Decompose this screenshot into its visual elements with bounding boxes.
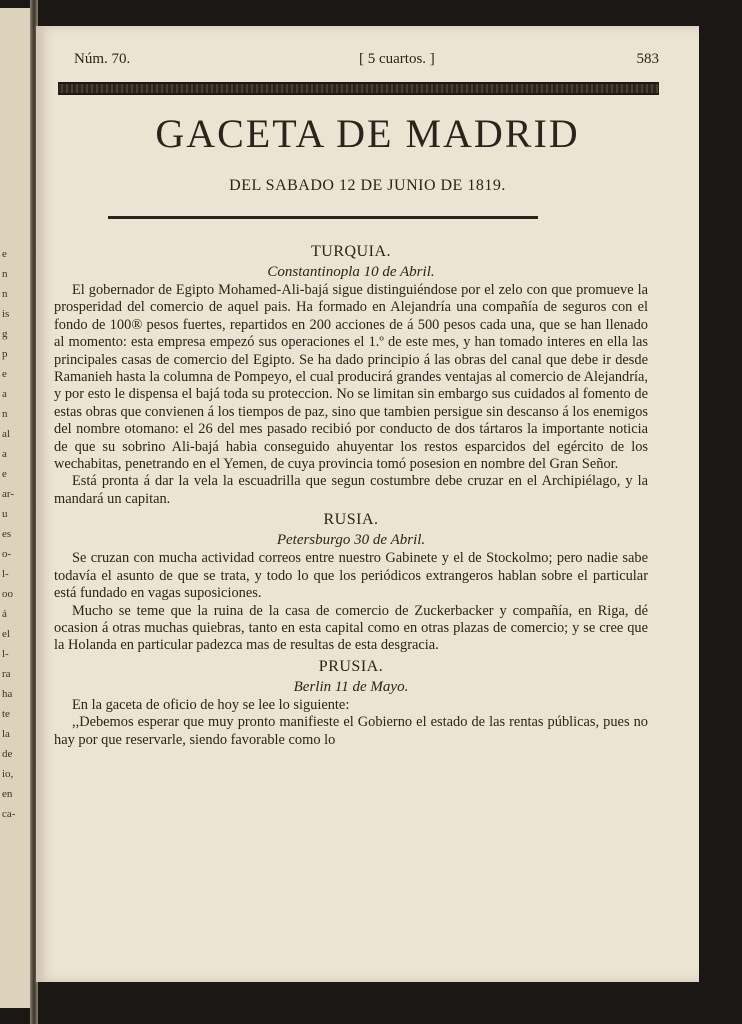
paragraph: El gobernador de Egipto Mohamed-Ali-bajá sigue distinguiéndose por el zelo con que promueve la prosperidad del comercio de aquel pais. Ha formado en Alejandría una compañía de seguros con el fondo de 100® pesos fuertes, repartidos en 200 acciones de á 500 pesos cada una, que se han llenado al momento: esta empresa empezó sus operaciones el 1.º de este mes, y han tomado interes en ella las principales casas de comercio del Egipto. Se ha dado principio á las obras del canal que debe ir desde Ramanieh hasta la columna de Pompeyo, el cual producirá grandes ventajas al comercio de Alejandría, y por esto le dispensa el bajá toda su proteccion. No se limitan sin embargo sus cuidados al fomento de estas obras que convienen á los tiempos de paz, sino que tambien persigue sin descanso á los enemigos del nombre otomano: el 26 del mes pasado recibió por conducto de dos tártaros la importante noticia de que su sobrino Ali-bajá habia conseguido ahuyentar los restos esparcidos del egército de los wechabitas, penetrando en el Yemen, de cuya provincia tomó posesion en nombre del Gran Señor.: [54, 282, 648, 473]
left-page-fragment: p: [2, 348, 8, 360]
dateline-petersburgo: Petersburgo 30 de Abril.: [276, 532, 426, 549]
issue-date: DEL SABADO 12 DE JUNIO DE 1819.: [229, 177, 506, 194]
newspaper-page: [36, 26, 699, 982]
left-page-fragment: n: [2, 408, 8, 420]
issue-number: Núm. 70.: [74, 51, 131, 67]
article-column: [54, 240, 648, 942]
page-header: [74, 51, 659, 71]
paragraph: Mucho se teme que la ruina de la casa de comercio de Zuckerbacker y compañía, en Riga, dé ocasion á otras muchas quiebras, tanto en esta capital como en otras plazas de comercio; y se cree que la Holanda en particular padezca mas de resultas de esta desgracia.: [54, 602, 648, 654]
left-page-edge: [0, 8, 34, 1008]
paragraph: Se cruzan con mucha actividad correos entre nuestro Gabinete y el de Stockolmo; pero nadie sabe todavía el asunto de que se trata, y todo lo que los periódicos extrangeros hablan sobre el particular está fundado en vagas suposiciones.: [54, 550, 648, 602]
left-page-fragment: ha: [2, 688, 13, 700]
left-page-fragment: o-: [2, 548, 12, 560]
left-page-fragment: te: [2, 708, 10, 720]
dateline-berlin: Berlin 11 de Mayo.: [293, 678, 409, 695]
left-page-fragment: ra: [2, 668, 11, 680]
left-page-fragment: a: [2, 448, 7, 460]
left-page-fragment: ca-: [2, 808, 16, 820]
left-page-fragment: el: [2, 628, 10, 640]
left-page-fragment: es: [2, 528, 12, 540]
paragraph: En la gaceta de oficio de hoy se lee lo siguiente:: [72, 696, 350, 713]
left-page-fragment: l-: [2, 568, 9, 580]
left-page-fragment: io,: [2, 768, 14, 780]
ornamental-rule: [58, 82, 659, 95]
left-page-fragment: g: [2, 328, 8, 340]
left-page-fragment: la: [2, 728, 10, 740]
left-page-fragment: u: [2, 508, 8, 520]
dateline-constantinopla: Constantinopla 10 de Abril.: [267, 264, 435, 280]
left-page-fragment: á: [2, 608, 7, 620]
section-heading-prusia: PRUSIA.: [318, 657, 384, 675]
left-page-fragment: ar-: [2, 488, 14, 500]
left-page-fragment: is: [2, 308, 10, 320]
page-number: 583: [636, 51, 659, 67]
paragraph: ,,Debemos esperar que muy pronto manifieste el Gobierno el estado de las rentas públicas, pues no hay por que reservarle, siendo favorable como lo: [54, 714, 648, 748]
divider-rule: [108, 216, 538, 219]
left-page-fragment: en: [2, 788, 13, 800]
left-page-fragment: a: [2, 388, 7, 400]
left-page-fragment: e: [2, 368, 7, 380]
left-page-fragment: n: [2, 268, 8, 280]
left-page-fragment: l-: [2, 648, 9, 660]
left-page-fragment: de: [2, 748, 13, 760]
left-page-fragment: e: [2, 468, 7, 480]
paragraph: Está pronta á dar la vela la escuadrilla que segun costumbre debe cruzar en el Archipiélago, y la mandará un capitan.: [54, 473, 648, 507]
masthead-title: GACETA DE MADRID: [155, 111, 580, 156]
section-heading-turquia: TURQUIA.: [311, 243, 391, 260]
section-heading-rusia: RUSIA.: [323, 511, 379, 529]
left-page-fragment: oo: [2, 588, 13, 600]
left-page-fragment: e: [2, 248, 7, 260]
left-page-fragment: n: [2, 288, 8, 300]
issue-price: [ 5 cuartos. ]: [359, 51, 435, 67]
left-page-fragment: al: [2, 428, 10, 440]
